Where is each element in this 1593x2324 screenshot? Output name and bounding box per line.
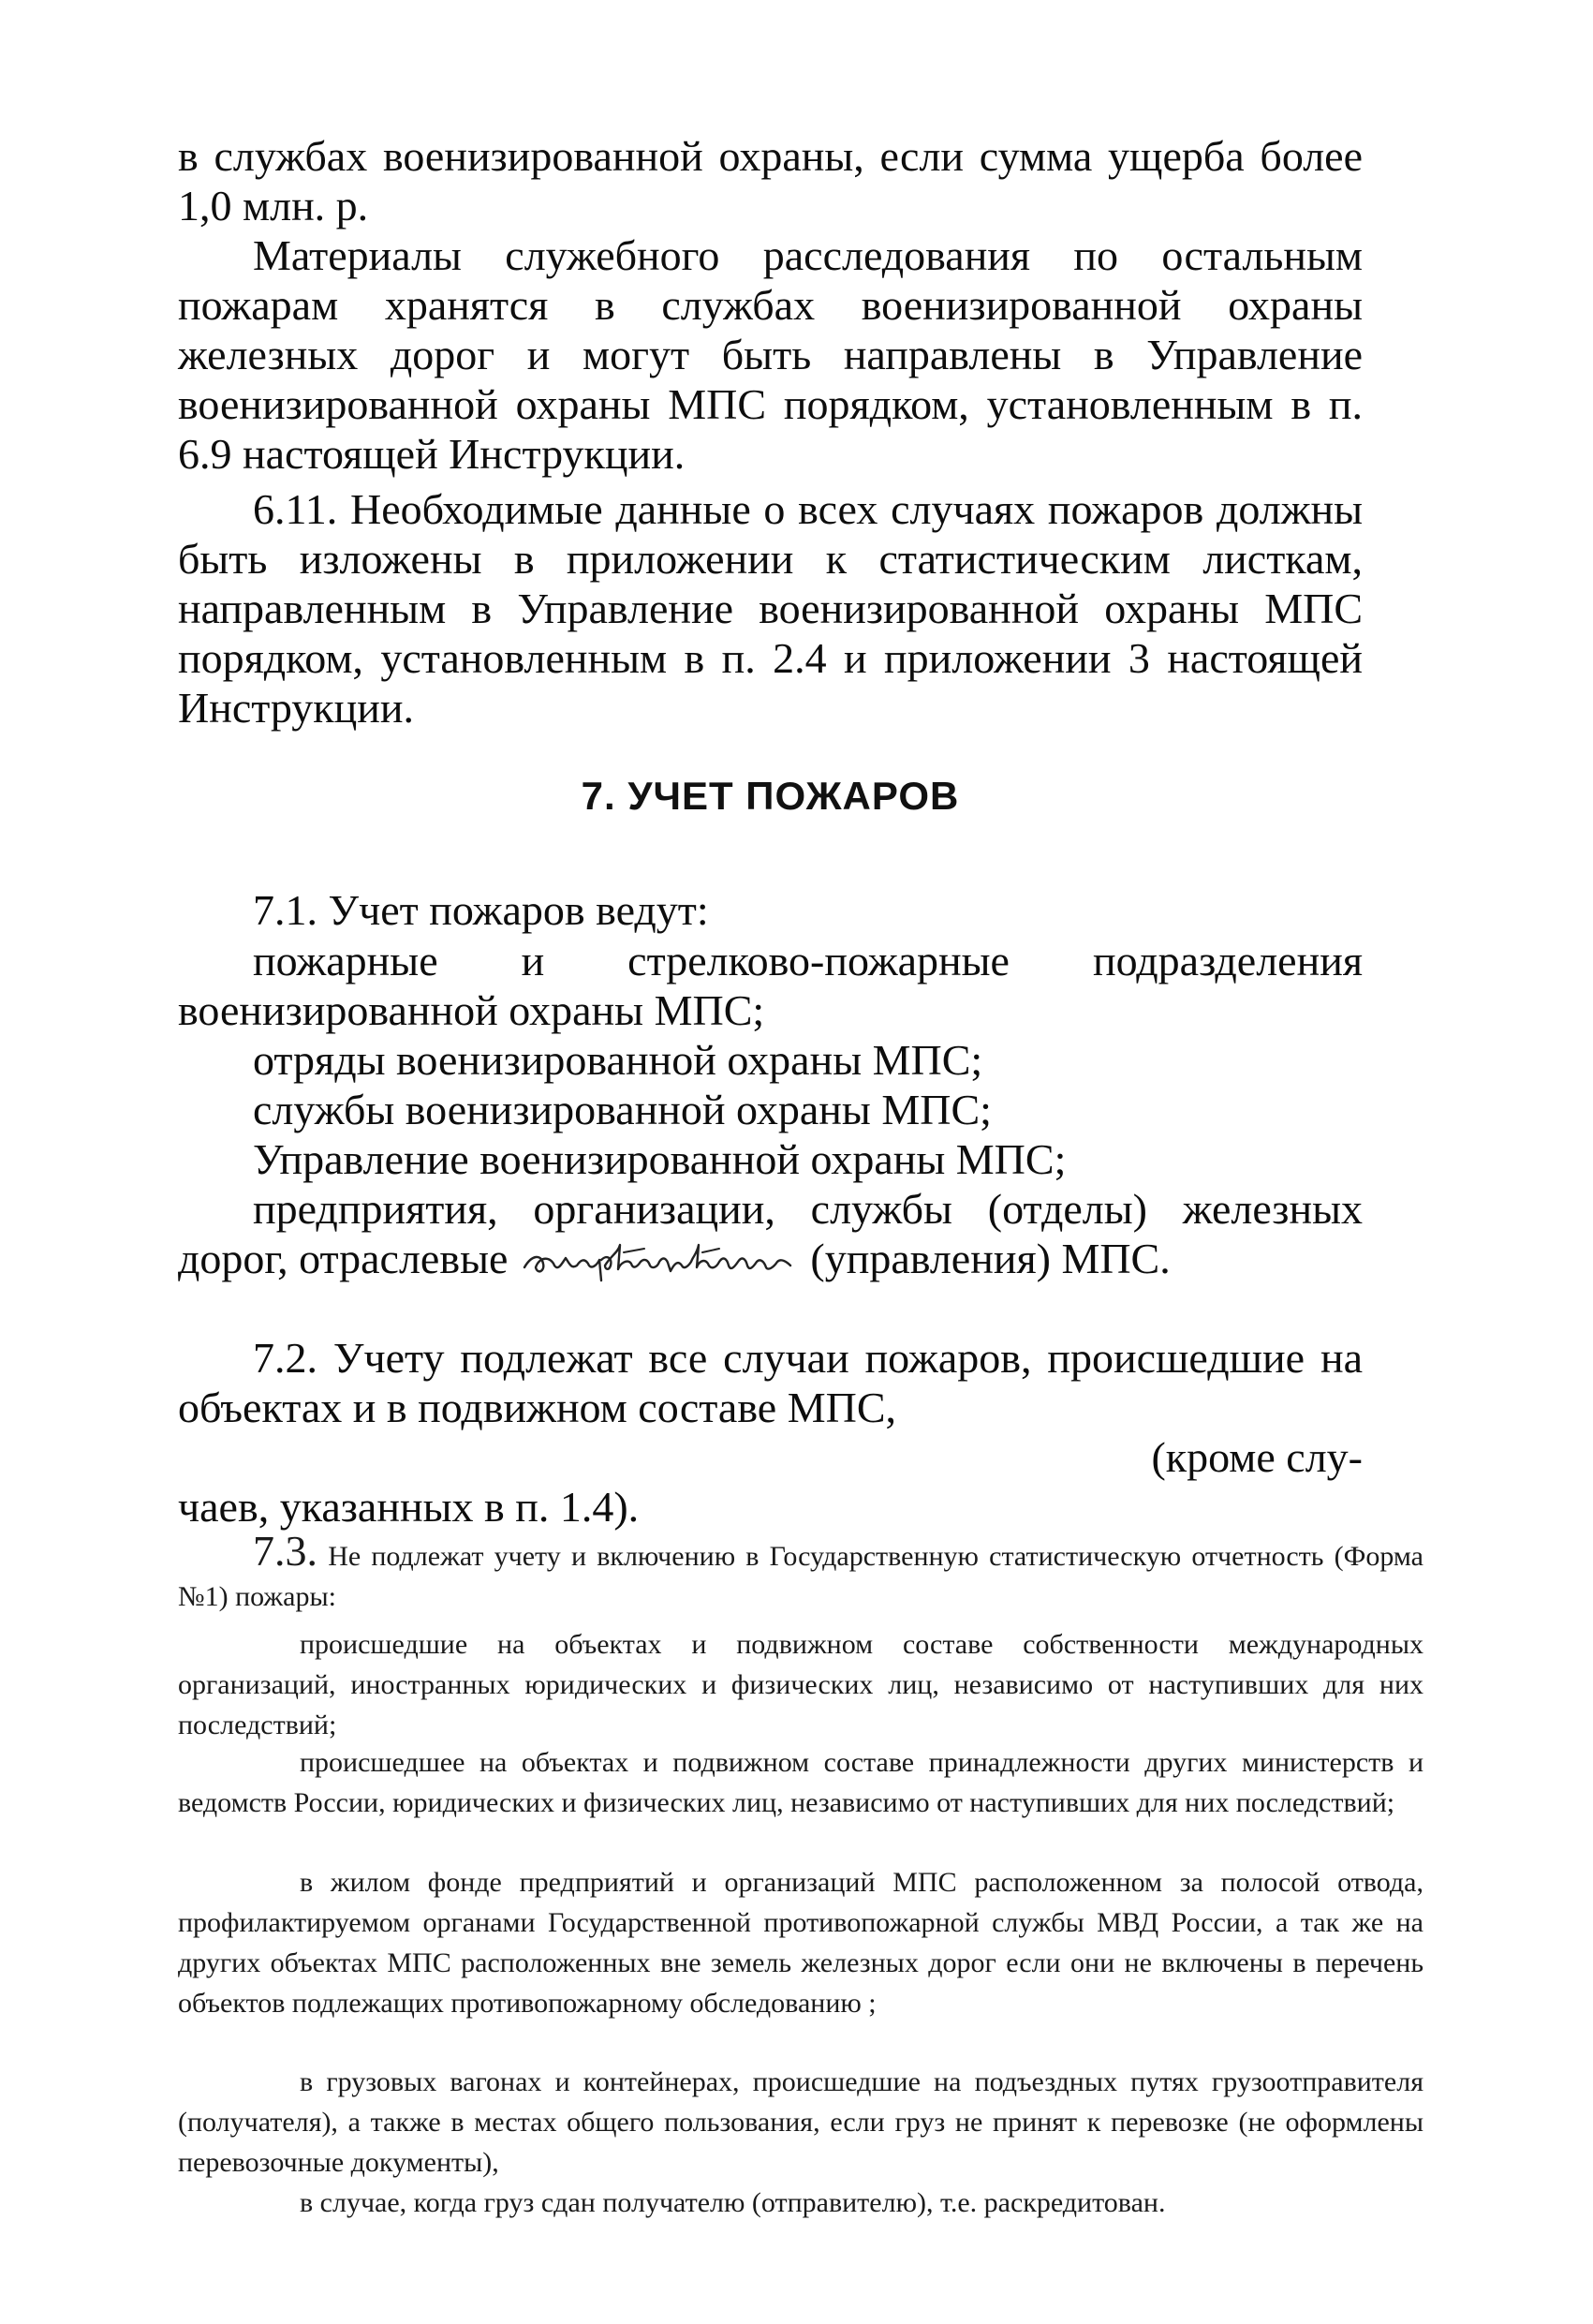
paragraph-7-2: 7.2. Учету подлежат все случаи пожаров, происшедшие на объектах и в подвижном составе МПС, xyxy=(178,1334,1363,1431)
paragraph-7-3-text: Не подлежат учету и включению в Государственную статистическую отчетность (Форма №1) пожары: xyxy=(178,1541,1423,1612)
section-heading: 7. УЧЕТ ПОЖАРОВ xyxy=(581,774,960,818)
exclusion-item-4: в грузовых вагонах и контейнерах, происшедшие на подъездных путях грузоотправителя (получателя), а также в местах общего пользования, если груз не принят к перевозке (не оформлены перевозочные документы), xyxy=(178,2066,1423,2178)
paragraph-7-2-tail: чаев, указанных в п. 1.4). xyxy=(178,1483,640,1531)
paragraph-7-3-number: 7.3. xyxy=(253,1527,317,1575)
paragraph-7-2-right: (кроме слу- xyxy=(1151,1433,1363,1481)
exclusion-item-3: в жилом фонде предприятий и организаций МПС расположенном за полосой отвода, профилактируемом органами Государственной противопожарной службы МВД России, а так же на других объектах МПС расположенных вне земель железных дорог если они не включены в перечень объектов подлежащих противопожарному обследованию ; xyxy=(178,1867,1423,2019)
paragraph-7-1: 7.1. Учет пожаров ведут: xyxy=(253,886,709,934)
paragraph-7-3 xyxy=(178,1527,1423,1617)
list-item-7-1-5-text: предприятия, организации, службы (отделы) железных дорог, отраслевые xyxy=(178,1185,1363,1282)
paragraph-continuation: в службах военизированной охраны, если сумма ущерба более 1,0 млн. р. xyxy=(178,132,1363,229)
list-item-7-1-2: отряды военизированной охраны МПС; xyxy=(253,1036,983,1084)
list-item-7-1-5 xyxy=(178,1184,1363,1290)
handwritten-correction xyxy=(519,1236,800,1290)
exclusion-item-2: происшедшее на объектах и подвижном составе принадлежности других министерств и ведомств России, юридических и физических лиц, независимо от наступивших для них последствий; xyxy=(178,1747,1423,1818)
list-item-7-1-4: Управление военизированной охраны МПС; xyxy=(253,1135,1067,1183)
exclusion-item-1: происшедшие на объектах и подвижном составе собственности международных организаций, иностранных юридических и физических лиц, независимо от наступивших для них последствий; xyxy=(178,1629,1423,1740)
list-item-7-1-3: службы военизированной охраны МПС; xyxy=(253,1086,992,1133)
list-item-7-1-1: пожарные и стрелково-пожарные подразделения военизированной охраны МПС; xyxy=(178,937,1363,1034)
paragraph-materials: Материалы служебного расследования по остальным пожарам хранятся в службах военизированной охраны железных дорог и могут быть направлены в Управление военизированной охраны МПС порядком, установленным в п. 6.9 настоящей Инструкции. xyxy=(178,231,1363,478)
exclusion-item-5: в случае, когда груз сдан получателю (отправителю), т.е. раскредитован. xyxy=(300,2187,1166,2218)
paragraph-6-11: 6.11. Необходимые данные о всех случаях пожаров должны быть изложены в приложении к статистическим листкам, направленным в Управление военизированной охраны МПС порядком, установленным в п. 2.4 и приложении 3 настоящей Инструкции. xyxy=(178,485,1363,732)
list-item-7-1-5-tail: (управления) МПС. xyxy=(810,1235,1171,1282)
